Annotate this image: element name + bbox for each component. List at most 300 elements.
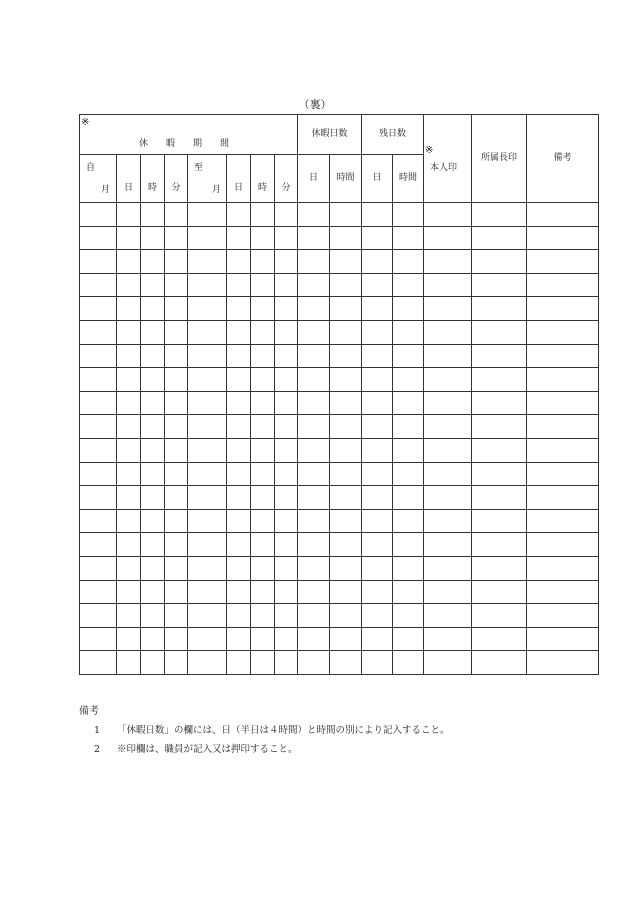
table-cell[interactable] [393,226,424,250]
table-cell[interactable] [80,438,117,462]
table-cell[interactable] [275,226,298,250]
table-cell[interactable] [275,438,298,462]
table-cell[interactable] [527,580,599,604]
table-cell[interactable] [251,556,275,580]
table-cell[interactable] [165,462,188,486]
table-cell[interactable] [472,391,527,415]
table-cell[interactable] [393,556,424,580]
table-cell[interactable] [527,415,599,439]
table-cell[interactable] [165,415,188,439]
table-cell[interactable] [330,651,362,675]
table-cell[interactable] [117,391,141,415]
table-cell[interactable] [188,509,227,533]
table-cell[interactable] [298,344,330,368]
table-cell[interactable] [141,226,165,250]
table-cell[interactable] [80,486,117,510]
table-cell[interactable] [298,391,330,415]
table-cell[interactable] [141,533,165,557]
table-cell[interactable] [141,320,165,344]
table-cell[interactable] [330,556,362,580]
table-cell[interactable] [527,604,599,628]
table-cell[interactable] [165,604,188,628]
table-cell[interactable] [251,368,275,392]
table-cell[interactable] [80,250,117,274]
table-cell[interactable] [141,486,165,510]
table-cell[interactable] [275,250,298,274]
table-cell[interactable] [527,509,599,533]
table-cell[interactable] [362,273,393,297]
table-cell[interactable] [117,250,141,274]
table-cell[interactable] [393,415,424,439]
table-cell[interactable] [227,203,251,227]
table-cell[interactable] [275,462,298,486]
table-cell[interactable] [298,627,330,651]
table-cell[interactable] [251,391,275,415]
table-cell[interactable] [424,391,472,415]
table-cell[interactable] [251,250,275,274]
table-cell[interactable] [117,556,141,580]
table-cell[interactable] [330,368,362,392]
table-cell[interactable] [117,462,141,486]
table-cell[interactable] [362,226,393,250]
table-cell[interactable] [472,368,527,392]
table-cell[interactable] [298,273,330,297]
table-cell[interactable] [251,604,275,628]
table-cell[interactable] [472,486,527,510]
table-cell[interactable] [141,556,165,580]
table-cell[interactable] [80,391,117,415]
table-cell[interactable] [330,580,362,604]
table-cell[interactable] [472,627,527,651]
table-cell[interactable] [527,438,599,462]
table-cell[interactable] [275,533,298,557]
table-cell[interactable] [251,273,275,297]
table-cell[interactable] [227,556,251,580]
table-cell[interactable] [472,438,527,462]
table-cell[interactable] [275,580,298,604]
table-cell[interactable] [362,462,393,486]
table-cell[interactable] [80,273,117,297]
table-cell[interactable] [275,486,298,510]
table-cell[interactable] [275,415,298,439]
table-cell[interactable] [527,533,599,557]
table-cell[interactable] [117,604,141,628]
table-cell[interactable] [275,604,298,628]
table-cell[interactable] [330,486,362,510]
table-cell[interactable] [424,486,472,510]
table-cell[interactable] [251,203,275,227]
table-cell[interactable] [393,203,424,227]
table-cell[interactable] [188,556,227,580]
table-cell[interactable] [362,627,393,651]
table-cell[interactable] [362,344,393,368]
table-cell[interactable] [141,438,165,462]
table-cell[interactable] [298,226,330,250]
table-cell[interactable] [527,203,599,227]
table-cell[interactable] [275,203,298,227]
table-cell[interactable] [362,556,393,580]
table-cell[interactable] [117,203,141,227]
table-cell[interactable] [424,415,472,439]
table-cell[interactable] [141,368,165,392]
table-cell[interactable] [298,320,330,344]
table-cell[interactable] [527,462,599,486]
table-cell[interactable] [330,297,362,321]
table-cell[interactable] [80,297,117,321]
table-cell[interactable] [227,391,251,415]
table-cell[interactable] [188,415,227,439]
table-cell[interactable] [298,203,330,227]
table-cell[interactable] [188,273,227,297]
table-cell[interactable] [165,391,188,415]
table-cell[interactable] [424,556,472,580]
table-cell[interactable] [141,651,165,675]
table-cell[interactable] [275,391,298,415]
table-cell[interactable] [165,580,188,604]
table-cell[interactable] [424,533,472,557]
table-cell[interactable] [298,580,330,604]
table-cell[interactable] [330,627,362,651]
table-cell[interactable] [251,462,275,486]
table-cell[interactable] [188,226,227,250]
table-cell[interactable] [117,533,141,557]
table-cell[interactable] [227,320,251,344]
table-cell[interactable] [393,391,424,415]
table-cell[interactable] [188,651,227,675]
table-cell[interactable] [251,651,275,675]
table-cell[interactable] [362,203,393,227]
table-cell[interactable] [80,627,117,651]
table-cell[interactable] [141,344,165,368]
table-cell[interactable] [141,297,165,321]
table-cell[interactable] [188,203,227,227]
table-cell[interactable] [424,250,472,274]
table-cell[interactable] [227,368,251,392]
table-cell[interactable] [188,604,227,628]
table-cell[interactable] [117,509,141,533]
table-cell[interactable] [141,509,165,533]
table-cell[interactable] [80,462,117,486]
table-cell[interactable] [527,556,599,580]
table-cell[interactable] [165,250,188,274]
table-cell[interactable] [227,438,251,462]
table-cell[interactable] [298,556,330,580]
table-cell[interactable] [298,651,330,675]
table-cell[interactable] [393,438,424,462]
table-cell[interactable] [141,462,165,486]
table-cell[interactable] [298,297,330,321]
table-cell[interactable] [472,226,527,250]
table-cell[interactable] [362,297,393,321]
table-cell[interactable] [472,580,527,604]
table-cell[interactable] [188,627,227,651]
table-cell[interactable] [472,297,527,321]
table-cell[interactable] [330,604,362,628]
table-cell[interactable] [330,250,362,274]
table-cell[interactable] [165,438,188,462]
table-cell[interactable] [251,580,275,604]
table-cell[interactable] [527,627,599,651]
table-cell[interactable] [330,273,362,297]
table-cell[interactable] [275,651,298,675]
table-cell[interactable] [527,651,599,675]
table-cell[interactable] [251,509,275,533]
table-cell[interactable] [117,344,141,368]
table-cell[interactable] [393,486,424,510]
table-cell[interactable] [527,297,599,321]
table-cell[interactable] [472,320,527,344]
table-cell[interactable] [424,320,472,344]
table-cell[interactable] [141,604,165,628]
table-cell[interactable] [393,580,424,604]
table-cell[interactable] [298,438,330,462]
table-cell[interactable] [362,415,393,439]
table-cell[interactable] [227,604,251,628]
table-cell[interactable] [362,651,393,675]
table-cell[interactable] [362,368,393,392]
table-cell[interactable] [393,297,424,321]
table-cell[interactable] [393,627,424,651]
table-cell[interactable] [188,533,227,557]
table-cell[interactable] [275,556,298,580]
table-cell[interactable] [227,627,251,651]
table-cell[interactable] [80,580,117,604]
table-cell[interactable] [227,462,251,486]
table-cell[interactable] [117,438,141,462]
table-cell[interactable] [165,509,188,533]
table-cell[interactable] [330,438,362,462]
table-cell[interactable] [165,533,188,557]
table-cell[interactable] [141,203,165,227]
table-cell[interactable] [362,580,393,604]
table-cell[interactable] [165,627,188,651]
table-cell[interactable] [275,509,298,533]
table-cell[interactable] [227,273,251,297]
table-cell[interactable] [393,533,424,557]
table-cell[interactable] [362,391,393,415]
table-cell[interactable] [527,320,599,344]
table-cell[interactable] [80,368,117,392]
table-cell[interactable] [527,344,599,368]
table-cell[interactable] [298,604,330,628]
table-cell[interactable] [424,627,472,651]
table-cell[interactable] [472,203,527,227]
table-cell[interactable] [424,297,472,321]
table-cell[interactable] [117,415,141,439]
table-cell[interactable] [141,273,165,297]
table-cell[interactable] [165,226,188,250]
table-cell[interactable] [393,651,424,675]
table-cell[interactable] [472,462,527,486]
table-cell[interactable] [393,604,424,628]
table-cell[interactable] [117,627,141,651]
table-cell[interactable] [165,203,188,227]
table-cell[interactable] [362,250,393,274]
table-cell[interactable] [227,580,251,604]
table-cell[interactable] [424,344,472,368]
table-cell[interactable] [330,344,362,368]
table-cell[interactable] [424,580,472,604]
table-cell[interactable] [472,273,527,297]
table-cell[interactable] [298,462,330,486]
table-cell[interactable] [188,391,227,415]
table-cell[interactable] [80,415,117,439]
table-cell[interactable] [298,368,330,392]
table-cell[interactable] [393,462,424,486]
table-cell[interactable] [165,368,188,392]
table-cell[interactable] [424,368,472,392]
table-cell[interactable] [472,556,527,580]
table-cell[interactable] [362,486,393,510]
table-cell[interactable] [117,651,141,675]
table-cell[interactable] [188,462,227,486]
table-cell[interactable] [393,273,424,297]
table-cell[interactable] [251,486,275,510]
table-cell[interactable] [298,415,330,439]
table-cell[interactable] [330,226,362,250]
table-cell[interactable] [362,533,393,557]
table-cell[interactable] [251,438,275,462]
table-cell[interactable] [165,320,188,344]
table-cell[interactable] [117,486,141,510]
table-cell[interactable] [117,273,141,297]
table-cell[interactable] [141,627,165,651]
table-cell[interactable] [141,391,165,415]
table-cell[interactable] [393,320,424,344]
table-cell[interactable] [393,344,424,368]
table-cell[interactable] [227,226,251,250]
table-cell[interactable] [117,320,141,344]
table-cell[interactable] [80,533,117,557]
table-cell[interactable] [330,509,362,533]
table-cell[interactable] [298,250,330,274]
table-cell[interactable] [472,651,527,675]
table-cell[interactable] [527,226,599,250]
table-cell[interactable] [251,297,275,321]
table-cell[interactable] [227,297,251,321]
table-cell[interactable] [117,297,141,321]
table-cell[interactable] [424,509,472,533]
table-cell[interactable] [330,533,362,557]
table-cell[interactable] [188,580,227,604]
table-cell[interactable] [188,486,227,510]
table-cell[interactable] [188,368,227,392]
table-cell[interactable] [117,580,141,604]
table-cell[interactable] [472,533,527,557]
table-cell[interactable] [424,651,472,675]
table-cell[interactable] [227,486,251,510]
table-cell[interactable] [165,273,188,297]
table-cell[interactable] [362,604,393,628]
table-cell[interactable] [527,250,599,274]
table-cell[interactable] [227,344,251,368]
table-cell[interactable] [188,297,227,321]
table-cell[interactable] [227,651,251,675]
table-cell[interactable] [330,391,362,415]
table-cell[interactable] [424,604,472,628]
table-cell[interactable] [80,320,117,344]
table-cell[interactable] [330,462,362,486]
table-cell[interactable] [393,509,424,533]
table-cell[interactable] [227,415,251,439]
table-cell[interactable] [165,556,188,580]
table-cell[interactable] [472,415,527,439]
table-cell[interactable] [275,273,298,297]
table-cell[interactable] [362,320,393,344]
table-cell[interactable] [251,320,275,344]
table-cell[interactable] [251,415,275,439]
table-cell[interactable] [117,226,141,250]
table-cell[interactable] [251,226,275,250]
table-cell[interactable] [330,320,362,344]
table-cell[interactable] [165,344,188,368]
table-cell[interactable] [472,344,527,368]
table-cell[interactable] [141,250,165,274]
table-cell[interactable] [275,627,298,651]
table-cell[interactable] [527,486,599,510]
table-cell[interactable] [80,604,117,628]
table-cell[interactable] [141,415,165,439]
table-cell[interactable] [80,203,117,227]
table-cell[interactable] [424,226,472,250]
table-cell[interactable] [188,438,227,462]
table-cell[interactable] [188,250,227,274]
table-cell[interactable] [80,556,117,580]
table-cell[interactable] [298,486,330,510]
table-cell[interactable] [275,320,298,344]
table-cell[interactable] [527,391,599,415]
table-cell[interactable] [424,273,472,297]
table-cell[interactable] [298,509,330,533]
table-cell[interactable] [424,203,472,227]
table-cell[interactable] [227,250,251,274]
table-cell[interactable] [472,250,527,274]
table-cell[interactable] [188,320,227,344]
table-cell[interactable] [362,509,393,533]
table-cell[interactable] [80,226,117,250]
table-cell[interactable] [188,344,227,368]
table-cell[interactable] [393,250,424,274]
table-cell[interactable] [165,486,188,510]
table-cell[interactable] [141,580,165,604]
table-cell[interactable] [251,627,275,651]
table-cell[interactable] [393,368,424,392]
table-cell[interactable] [472,604,527,628]
table-cell[interactable] [251,344,275,368]
table-cell[interactable] [80,651,117,675]
table-cell[interactable] [117,368,141,392]
table-cell[interactable] [275,368,298,392]
table-cell[interactable] [472,509,527,533]
table-cell[interactable] [330,203,362,227]
table-cell[interactable] [80,344,117,368]
table-cell[interactable] [362,438,393,462]
table-cell[interactable] [165,297,188,321]
table-cell[interactable] [330,415,362,439]
table-cell[interactable] [227,509,251,533]
table-cell[interactable] [527,273,599,297]
table-cell[interactable] [227,533,251,557]
table-cell[interactable] [80,509,117,533]
table-cell[interactable] [165,651,188,675]
table-cell[interactable] [424,462,472,486]
table-cell[interactable] [298,533,330,557]
table-cell[interactable] [275,344,298,368]
table-cell[interactable] [527,368,599,392]
table-cell[interactable] [251,533,275,557]
table-cell[interactable] [424,438,472,462]
table-cell[interactable] [275,297,298,321]
